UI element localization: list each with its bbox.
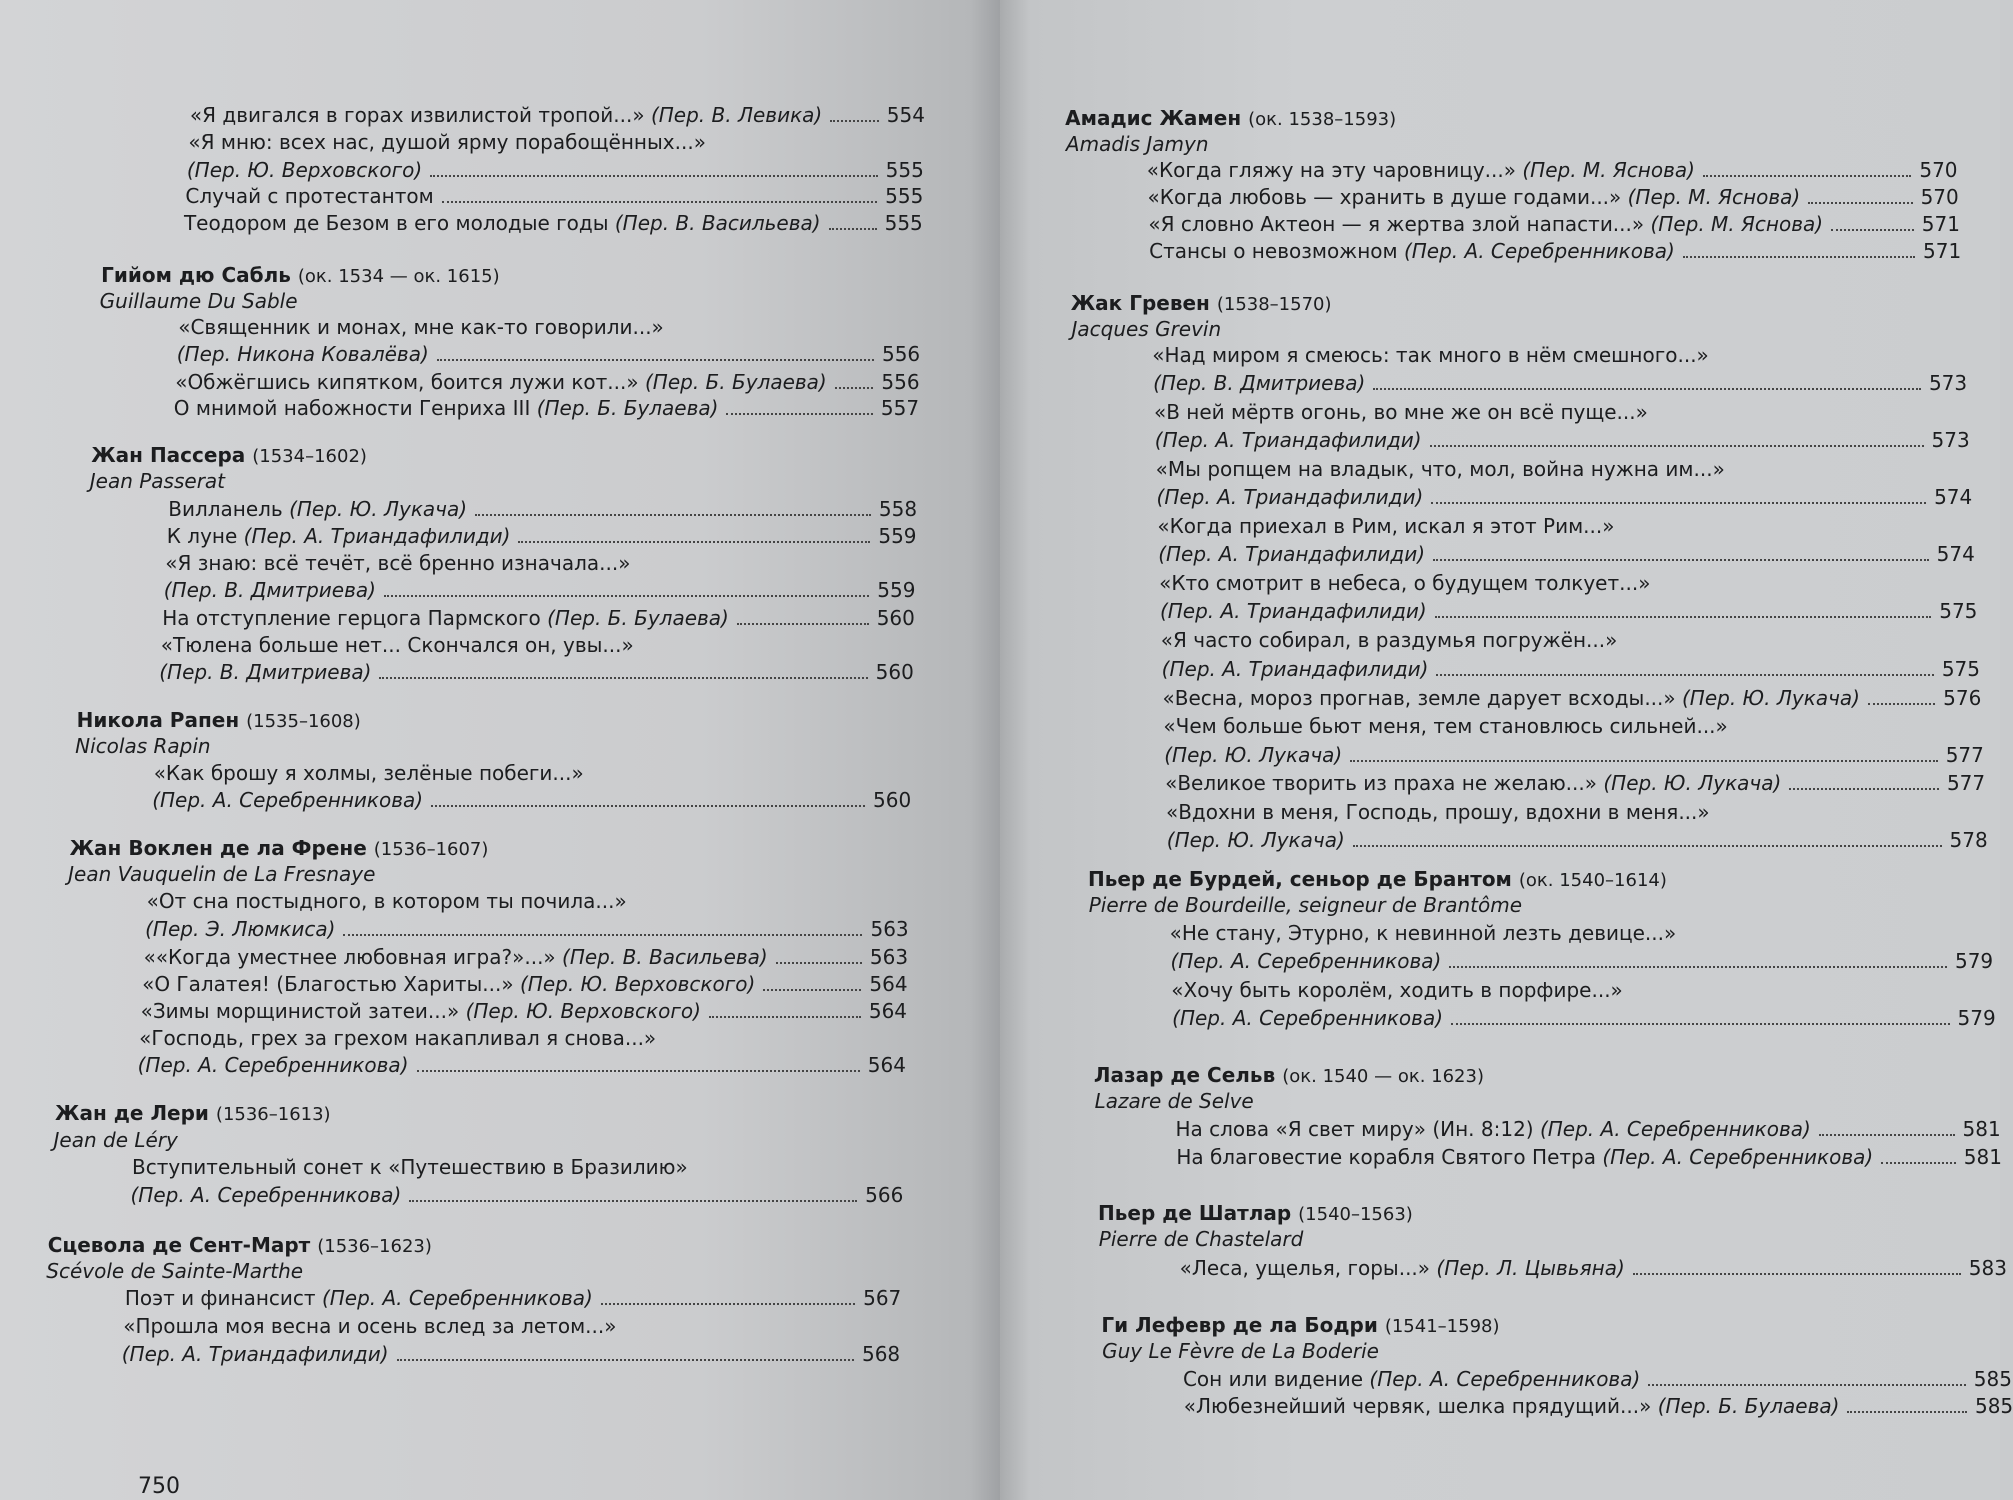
toc-entry xyxy=(1152,342,1966,368)
entry-translator: (Пер. Б. Булаева) xyxy=(1657,1394,1840,1418)
author-latin-name: Pierre de Chastelard xyxy=(1098,1227,1304,1251)
entry-translator: (Пер. А. Триандафилиди) xyxy=(1154,428,1422,452)
dot-leader xyxy=(1831,229,1914,231)
toc-entry xyxy=(167,523,917,549)
entry-title: Поэт и финансист xyxy=(124,1286,316,1310)
author-latin-name: Nicolas Rapin xyxy=(75,734,211,758)
toc-entry xyxy=(1160,598,1977,624)
dot-leader xyxy=(709,1016,861,1018)
entry-translator: (Пер. А. Серебренникова) xyxy=(1403,239,1675,263)
entry-page-number: 557 xyxy=(880,396,920,420)
toc-entry xyxy=(1162,656,1980,682)
entry-title: «В ней мёртв огонь, во мне же он всё пуще...» xyxy=(1153,400,1648,424)
entry-title: «Священник и монах, мне как-то говорили...» xyxy=(178,315,664,339)
entry-page-number: 558 xyxy=(878,497,918,521)
entry-title: «Когда приехал в Рим, искал я этот Рим...» xyxy=(1157,514,1615,538)
entry-title: «Я часто собирал, в раздумья погружён...» xyxy=(1160,628,1618,652)
entry-translator: (Пер. А. Серебренникова) xyxy=(1170,949,1442,973)
toc-entry xyxy=(144,944,909,970)
dot-leader xyxy=(475,514,871,516)
dot-leader xyxy=(763,989,861,991)
toc-entry xyxy=(1154,399,1968,425)
author-name xyxy=(1098,1200,1413,1228)
dot-leader xyxy=(430,175,877,177)
entry-title: ««Когда уместнее любовная игра?»...» xyxy=(143,945,556,969)
entry-title: «Когда любовь — хранить в душе годами...» xyxy=(1147,185,1622,209)
author-name-text: Жак Гревен xyxy=(1070,291,1210,315)
entry-translator: (Пер. А. Серебренникова) xyxy=(137,1053,409,1077)
toc-entry xyxy=(152,787,911,813)
toc-entry xyxy=(185,183,923,209)
entry-translator: (Пер. Б. Булаева) xyxy=(547,606,729,630)
dot-leader xyxy=(1683,256,1915,258)
toc-entry xyxy=(138,1052,906,1078)
entry-translator: (Пер. Ю. Верховского) xyxy=(519,972,756,996)
dot-leader xyxy=(1373,388,1921,390)
entry-translator: (Пер. М. Яснова) xyxy=(1522,158,1695,182)
entry-title: Случай с протестантом xyxy=(185,184,434,208)
dot-leader xyxy=(1350,760,1937,762)
entry-title: «Весна, мороз прогнав, земле дарует всходы...» xyxy=(1162,686,1676,710)
entry-page-number: 560 xyxy=(875,660,914,684)
dot-leader xyxy=(397,1359,854,1361)
entry-title: «Я мню: всех нас, душой ярму порабощённых...» xyxy=(188,130,706,154)
entry-title: На отступление герцога Пармского xyxy=(162,606,541,630)
entry-page-number: 555 xyxy=(885,158,924,182)
entry-translator: (Пер. Б. Булаева) xyxy=(644,370,827,394)
dot-leader xyxy=(437,359,874,361)
entry-translator: (Пер. Ю. Лукача) xyxy=(1603,771,1782,795)
entry-page-number: 581 xyxy=(1962,1117,2001,1141)
toc-entry xyxy=(1148,211,1960,237)
entry-page-number: 585 xyxy=(1974,1394,2013,1418)
toc-entry xyxy=(1172,1005,1996,1031)
toc-entry xyxy=(1165,770,1985,796)
entry-page-number: 563 xyxy=(870,917,909,941)
entry-translator: (Пер. Э. Люмкиса) xyxy=(145,917,336,941)
author-years: (ок. 1540 — ок. 1623) xyxy=(1282,1066,1484,1087)
entry-translator: (Пер. Ю. Лукача) xyxy=(289,497,468,521)
toc-entry xyxy=(1156,456,1971,482)
author-name xyxy=(77,707,361,735)
author-name-text: Никола Рапен xyxy=(76,708,240,732)
toc-entry xyxy=(1176,1144,2002,1170)
entry-title: «Чем больше бьют меня, тем становлюсь сильней...» xyxy=(1163,714,1728,738)
toc-entry xyxy=(1170,920,1992,946)
toc-entry xyxy=(1161,627,1979,653)
right-page xyxy=(1000,0,2013,1500)
entry-translator: (Пер. А. Серебренникова) xyxy=(152,788,424,812)
entry-page-number: 574 xyxy=(1934,485,1973,509)
author-name xyxy=(1101,1312,1499,1340)
entry-page-number: 566 xyxy=(865,1183,904,1207)
dot-leader xyxy=(737,623,869,625)
author-years: (1541–1598) xyxy=(1384,1316,1500,1337)
toc-entry xyxy=(122,1341,900,1367)
toc-entry xyxy=(1158,541,1975,567)
entry-title: «Над миром я смеюсь: так много в нём смешного...» xyxy=(1152,343,1709,367)
entry-title: «Обжёгшись кипятком, боится лужи кот...» xyxy=(175,370,639,394)
author-name xyxy=(55,1100,331,1128)
author-latin-name: Jean Vauquelin de La Fresnaye xyxy=(68,862,376,886)
author-name-text: Лазар де Сельв xyxy=(1093,1063,1276,1087)
entry-translator: (Пер. М. Яснова) xyxy=(1627,185,1801,209)
toc-entry xyxy=(1171,977,1994,1003)
entry-title: «Как брошу я холмы, зелёные побеги...» xyxy=(153,761,584,785)
entry-title: «Тюлена больше нет... Скончался он, увы...» xyxy=(160,633,634,657)
dot-leader xyxy=(409,1200,857,1202)
entry-title: «Великое творить из праха не желаю...» xyxy=(1165,771,1597,795)
entry-page-number: 579 xyxy=(1954,949,1994,973)
author-name-text: Пьер де Бурдей, сеньор де Брантом xyxy=(1087,867,1512,891)
entry-page-number: 579 xyxy=(1957,1006,1996,1030)
left-page xyxy=(0,0,1000,1500)
entry-title: Теодором де Безом в его молодые годы xyxy=(183,211,609,235)
author-latin-name: Amadis Jamyn xyxy=(1065,132,1209,156)
entry-translator: (Пер. В. Дмитриева) xyxy=(1153,371,1366,395)
entry-translator: (Пер. А. Триандафилиди) xyxy=(1161,657,1429,681)
dot-leader xyxy=(442,201,877,203)
page-number: 750 xyxy=(138,1474,180,1499)
author-years: (1536–1623) xyxy=(317,1236,432,1257)
entry-title: «О Галатея! (Благостью Хариты...» xyxy=(142,972,514,996)
entry-title: «Леса, ущелья, горы...» xyxy=(1179,1256,1431,1280)
entry-title: Вступительный сонет к «Путешествию в Бразилию» xyxy=(132,1155,688,1179)
entry-translator: (Пер. В. Дмитриева) xyxy=(159,660,372,684)
author-years: (1538–1570) xyxy=(1216,294,1332,315)
toc-entry xyxy=(132,1154,904,1180)
entry-page-number: 564 xyxy=(868,999,908,1023)
dot-leader xyxy=(1430,445,1924,447)
dot-leader xyxy=(1433,559,1929,561)
dot-leader xyxy=(1868,703,1935,705)
entry-title: «Не стану, Этурно, к невинной лезть девице...» xyxy=(1169,921,1677,945)
toc-entry xyxy=(1157,513,1973,539)
dot-leader xyxy=(417,1070,860,1072)
entry-translator: (Пер. М. Яснова) xyxy=(1650,212,1824,236)
entry-page-number: 556 xyxy=(881,370,920,394)
entry-translator: (Пер. Ю. Верховского) xyxy=(465,999,701,1023)
entry-title: На слова «Я свет миру» (Ин. 8:12) xyxy=(1175,1117,1534,1141)
entry-translator: (Пер. В. Васильева) xyxy=(562,945,768,969)
toc-entry xyxy=(178,314,920,340)
entry-title: «Я двигался в горах извилистой тропой...» xyxy=(189,103,645,127)
entry-page-number: 571 xyxy=(1923,239,1962,263)
dot-leader xyxy=(776,962,862,964)
entry-page-number: 581 xyxy=(1963,1145,2002,1169)
entry-page-number: 564 xyxy=(869,972,908,996)
author-name xyxy=(48,1232,432,1260)
entry-page-number: 555 xyxy=(884,211,923,235)
author-latin-name: Guy Le Fèvre de La Boderie xyxy=(1102,1339,1379,1363)
toc-entry xyxy=(187,157,924,183)
entry-title: «Я знаю: всё течёт, всё бренно изначала...» xyxy=(165,551,631,575)
toc-entry xyxy=(141,998,907,1024)
entry-translator: (Пер. А. Триандафилиди) xyxy=(121,1342,389,1366)
author-years: (ок. 1534 — ок. 1615) xyxy=(297,266,500,287)
entry-translator: (Пер. Л. Цывьяна) xyxy=(1436,1256,1625,1280)
entry-page-number: 577 xyxy=(1945,743,1984,767)
entry-translator: (Пер. Б. Булаева) xyxy=(536,396,719,420)
toc-entry xyxy=(1167,827,1988,853)
entry-translator: (Пер. А. Серебренникова) xyxy=(1602,1145,1874,1169)
entry-page-number: 555 xyxy=(885,184,924,208)
entry-title: «Господь, грех за грехом накапливал я снова...» xyxy=(139,1026,657,1050)
entry-translator: (Пер. А. Серебренникова) xyxy=(1172,1006,1444,1030)
toc-entry xyxy=(1184,1393,2013,1419)
author-latin-name: Scévole de Sainte-Marthe xyxy=(46,1259,304,1283)
toc-entry xyxy=(1163,713,1982,739)
dot-leader xyxy=(1819,1134,1955,1136)
entry-page-number: 573 xyxy=(1931,428,1970,452)
entry-title: «Мы ропщем на владык, что, мол, война нужна им...» xyxy=(1155,457,1725,481)
entry-title: Вилланель xyxy=(168,497,283,521)
toc-entry xyxy=(1175,1116,2000,1142)
toc-entry xyxy=(147,888,910,914)
author-latin-name: Lazare de Selve xyxy=(1094,1089,1254,1113)
toc-entry xyxy=(1153,370,1967,396)
dot-leader xyxy=(726,413,872,415)
toc-entry xyxy=(1164,742,1984,768)
dot-leader xyxy=(1881,1162,1956,1164)
entry-title: «Прошла моя весна и осень вслед за летом...» xyxy=(123,1314,617,1338)
entry-page-number: 575 xyxy=(1941,657,1980,681)
dot-leader xyxy=(518,541,870,543)
toc-entry xyxy=(1149,238,1961,264)
toc-entry xyxy=(154,760,912,786)
toc-entry xyxy=(125,1285,901,1311)
author-years: (1540–1563) xyxy=(1298,1204,1413,1225)
author-name xyxy=(70,835,489,863)
author-years: (ок. 1540–1614) xyxy=(1518,870,1667,891)
entry-page-number: 559 xyxy=(878,524,917,548)
toc-entry xyxy=(1157,484,1973,510)
author-name-text: Гийом дю Сабль xyxy=(101,263,291,287)
toc-entry xyxy=(1180,1255,2007,1281)
entry-page-number: 577 xyxy=(1946,771,1986,795)
entry-translator: (Пер. В. Левика) xyxy=(650,103,823,127)
dot-leader xyxy=(1789,788,1939,790)
author-latin-name: Guillaume Du Sable xyxy=(99,289,298,313)
toc-entry xyxy=(165,550,916,576)
author-latin-name: Jacques Grevin xyxy=(1071,317,1222,341)
entry-translator: (Пер. Ю. Верховского) xyxy=(186,158,423,182)
entry-translator: (Пер. А. Серебренникова) xyxy=(321,1286,593,1310)
dot-leader xyxy=(1808,202,1912,204)
dot-leader xyxy=(384,595,869,597)
dot-leader xyxy=(1431,502,1926,504)
author-name-text: Жан де Лери xyxy=(55,1101,209,1125)
dot-leader xyxy=(1633,1273,1961,1275)
dot-leader xyxy=(1847,1411,1967,1413)
entry-title: «Когда гляжу на эту чаровницу...» xyxy=(1146,158,1516,182)
entry-page-number: 564 xyxy=(867,1053,906,1077)
author-years: (1535–1608) xyxy=(246,711,361,732)
toc-entry xyxy=(164,577,916,603)
author-name-text: Амадис Жамен xyxy=(1065,106,1242,130)
dot-leader xyxy=(830,120,879,122)
dot-leader xyxy=(1451,1023,1950,1025)
entry-translator: (Пер. Никона Ковалёва) xyxy=(176,342,429,366)
author-name-text: Ги Лефевр де ла Бодри xyxy=(1101,1313,1378,1337)
toc-entry xyxy=(1170,948,1993,974)
author-name-text: Жан Воклен де ла Френе xyxy=(69,836,367,860)
entry-title: К луне xyxy=(166,524,238,548)
entry-translator: (Пер. А. Серебренникова) xyxy=(1369,1367,1641,1391)
toc-entry xyxy=(174,395,919,421)
entry-page-number: 571 xyxy=(1921,212,1960,236)
entry-translator: (Пер. Ю. Лукача) xyxy=(1682,686,1860,710)
author-name xyxy=(91,442,367,470)
dot-leader xyxy=(379,677,867,679)
author-years: (1536–1613) xyxy=(215,1104,331,1125)
toc-entry xyxy=(190,102,925,128)
entry-page-number: 560 xyxy=(873,788,912,812)
author-name xyxy=(1088,866,1667,894)
toc-entry xyxy=(161,632,915,658)
author-years: (ок. 1538–1593) xyxy=(1248,109,1397,130)
entry-page-number: 574 xyxy=(1936,542,1975,566)
entry-translator: (Пер. Ю. Лукача) xyxy=(1164,743,1343,767)
entry-title: «Любезнейший червяк, шелка прядущий...» xyxy=(1183,1394,1652,1418)
toc-entry xyxy=(142,971,907,997)
entry-title: Стансы о невозможном xyxy=(1149,239,1398,263)
entry-page-number: 585 xyxy=(1973,1367,2012,1391)
entry-translator: (Пер. А. Триандафилиди) xyxy=(243,524,511,548)
dot-leader xyxy=(835,387,874,389)
toc-entry xyxy=(145,916,909,942)
author-name-text: Пьер де Шатлар xyxy=(1098,1201,1292,1225)
entry-page-number: 568 xyxy=(861,1342,901,1366)
entry-page-number: 583 xyxy=(1968,1256,2007,1280)
entry-title: «Вдохни в меня, Господь, прошу, вдохни в меня...» xyxy=(1165,800,1710,824)
entry-title: «Хочу быть королём, ходить в порфире...» xyxy=(1171,978,1623,1002)
dot-leader xyxy=(1703,175,1911,177)
entry-page-number: 573 xyxy=(1928,371,1968,395)
author-latin-name: Pierre de Bourdeille, seigneur de Brantôme xyxy=(1088,893,1522,917)
dot-leader xyxy=(1449,966,1947,968)
dot-leader xyxy=(1436,674,1933,676)
entry-translator: (Пер. А. Триандафилиди) xyxy=(1159,599,1427,623)
entry-page-number: 559 xyxy=(877,578,916,602)
entry-title: «Кто смотрит в небеса, о будущем толкует...» xyxy=(1159,571,1651,595)
entry-title: Сон или видение xyxy=(1182,1367,1364,1391)
toc-entry xyxy=(1155,427,1970,453)
entry-page-number: 575 xyxy=(1939,599,1978,623)
entry-translator: (Пер. А. Серебренникова) xyxy=(1539,1117,1811,1141)
author-name-text: Сцевола де Сент-Март xyxy=(47,1233,311,1257)
toc-entry xyxy=(188,129,924,155)
toc-entry xyxy=(168,496,917,522)
entry-page-number: 578 xyxy=(1949,828,1988,852)
toc-entry xyxy=(123,1313,900,1339)
dot-leader xyxy=(1648,1384,1965,1386)
toc-entry xyxy=(1163,685,1982,711)
entry-translator: (Пер. А. Триандафилиди) xyxy=(1156,485,1424,509)
author-name-text: Жан Пассера xyxy=(91,443,246,467)
entry-translator: (Пер. А. Серебренникова) xyxy=(130,1183,402,1207)
author-name xyxy=(1071,290,1332,318)
entry-title: «Зимы морщинистой затеи...» xyxy=(140,999,460,1023)
dot-leader xyxy=(601,1303,855,1305)
author-name xyxy=(1065,105,1396,133)
entry-title: «Я словно Актеон — я жертва злой напасти...» xyxy=(1148,212,1645,236)
toc-entry xyxy=(175,369,919,395)
entry-page-number: 576 xyxy=(1943,686,1982,710)
entry-page-number: 563 xyxy=(869,945,909,969)
entry-title: О мнимой набожности Генриха III xyxy=(173,396,531,420)
entry-translator: (Пер. В. Васильева) xyxy=(614,211,821,235)
author-years: (1534–1602) xyxy=(252,446,367,467)
toc-entry xyxy=(162,605,915,631)
toc-entry xyxy=(1183,1366,2012,1392)
author-latin-name: Jean Passerat xyxy=(89,469,226,493)
toc-entry xyxy=(1159,570,1976,596)
dot-leader xyxy=(829,228,877,230)
dot-leader xyxy=(431,805,865,807)
entry-translator: (Пер. А. Триандафилиди) xyxy=(1158,542,1426,566)
entry-page-number: 554 xyxy=(886,103,925,127)
toc-entry xyxy=(159,659,914,685)
entry-title: «От сна постыдного, в котором ты почила...» xyxy=(146,889,627,913)
entry-translator: (Пер. В. Дмитриева) xyxy=(163,578,376,602)
toc-entry xyxy=(1147,157,1958,183)
entry-page-number: 556 xyxy=(881,342,921,366)
toc-entry xyxy=(1148,184,1959,210)
entry-page-number: 570 xyxy=(1919,158,1958,182)
author-name xyxy=(101,262,500,290)
author-name xyxy=(1094,1062,1484,1090)
toc-entry xyxy=(177,341,920,367)
toc-entry xyxy=(139,1025,906,1051)
toc-entry xyxy=(130,1182,903,1208)
entry-translator: (Пер. Ю. Лукача) xyxy=(1166,828,1345,852)
toc-entry xyxy=(1166,799,1986,825)
entry-page-number: 560 xyxy=(876,606,915,630)
entry-title: На благовестие корабля Святого Петра xyxy=(1176,1145,1596,1169)
author-latin-name: Jean de Léry xyxy=(53,1128,178,1152)
entry-page-number: 570 xyxy=(1920,185,1959,209)
author-years: (1536–1607) xyxy=(373,839,489,860)
entry-page-number: 567 xyxy=(863,1286,902,1310)
dot-leader xyxy=(1435,616,1931,618)
dot-leader xyxy=(1353,845,1942,847)
toc-entry xyxy=(184,210,923,236)
dot-leader xyxy=(343,934,862,936)
